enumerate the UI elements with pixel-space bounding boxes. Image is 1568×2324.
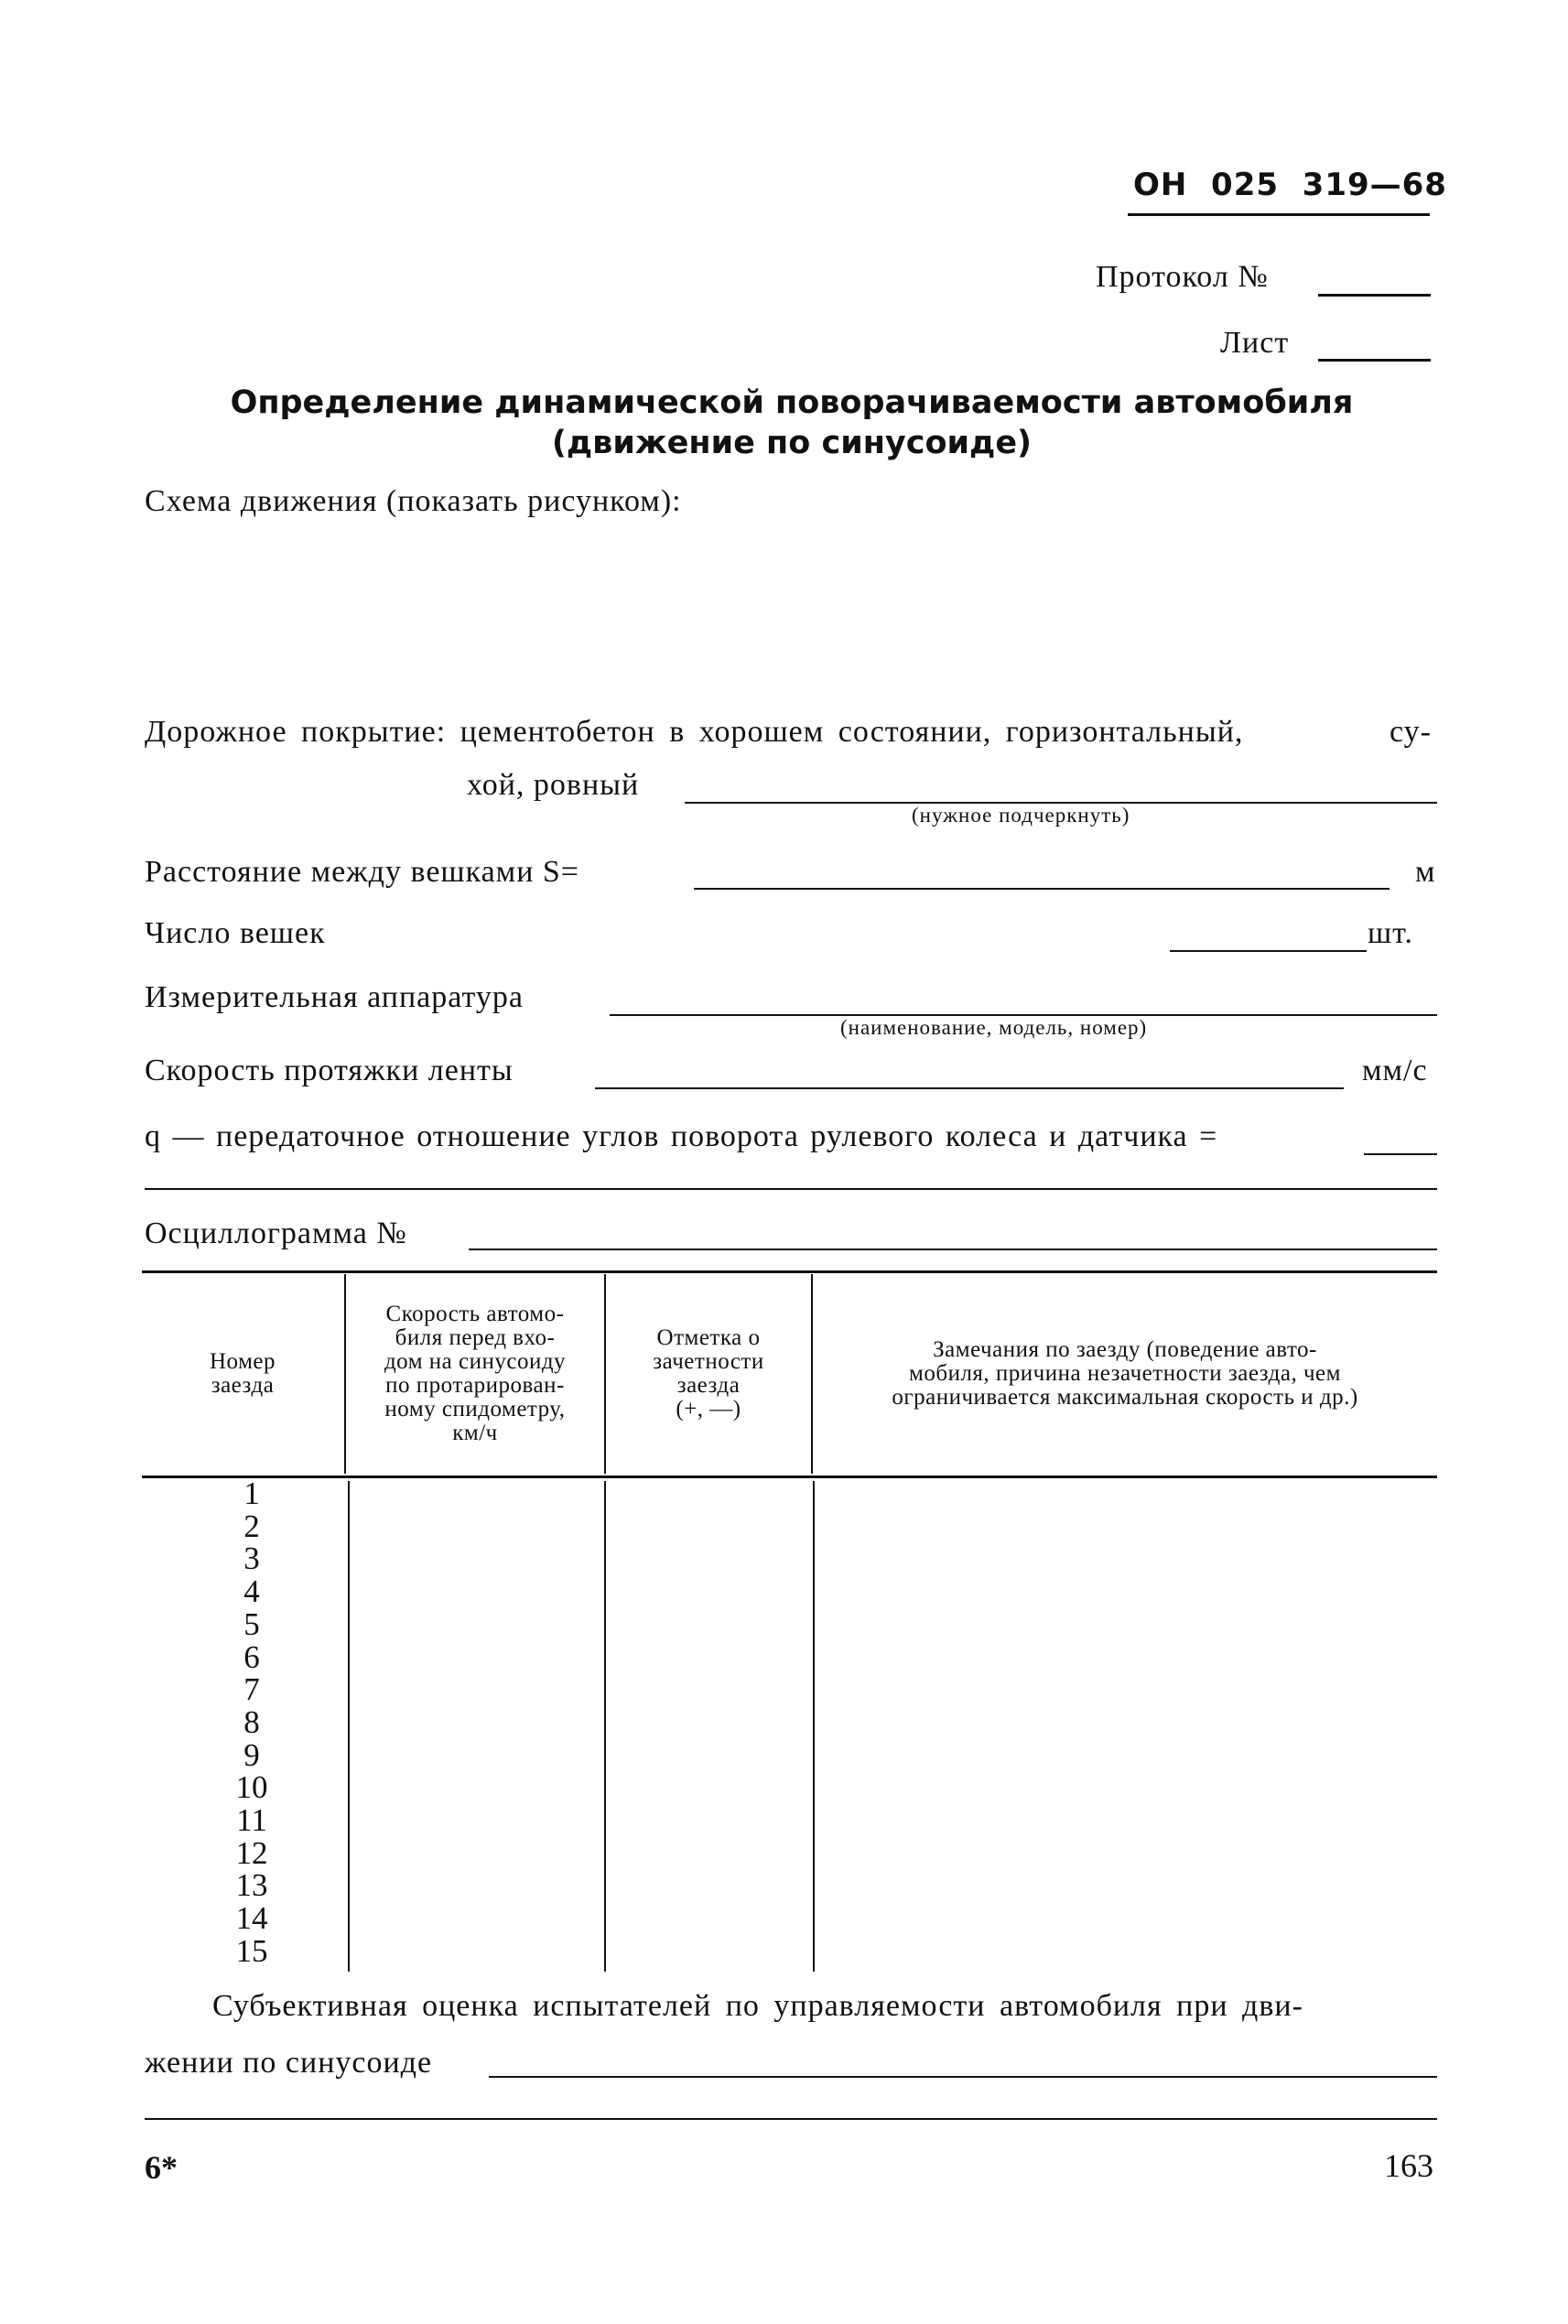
table-header-run-number-text: Номер заезда <box>210 1349 276 1398</box>
table-row: 12 <box>235 1834 268 1871</box>
table-header-run-number <box>142 1274 343 1474</box>
section-divider <box>145 1188 1437 1190</box>
page-signature-mark: 6* <box>145 2149 178 2186</box>
table-header-validity <box>606 1274 811 1474</box>
poles-unit: шт. <box>1368 916 1413 950</box>
table-run-numbers <box>211 1477 293 1968</box>
table-header-bottom-border <box>142 1475 1437 1478</box>
protocol-label: Протокол № <box>1096 260 1269 294</box>
table-row: 2 <box>243 1508 260 1544</box>
sheet-label: Лист <box>1220 326 1290 360</box>
footer-divider <box>145 2118 1437 2120</box>
subjective-evaluation-field[interactable] <box>489 2076 1437 2078</box>
table-header-speed-text: Скорость автомо- биля перед вхо- дом на синусоиду по протарирован- ному спидометру, км/ч <box>384 1302 567 1445</box>
table-row: 14 <box>235 1900 268 1937</box>
table-row: 3 <box>243 1540 260 1577</box>
table-row: 10 <box>235 1769 268 1806</box>
page-number: 163 <box>1384 2147 1433 2184</box>
table-body-divider-2 <box>604 1481 606 1972</box>
table-header-speed <box>346 1274 604 1474</box>
table-body-divider-1 <box>348 1481 350 1972</box>
protocol-number-field[interactable] <box>1318 294 1431 297</box>
poles-label: Число вешек <box>145 916 326 950</box>
road-surface-label: Дорожное покрытие: цементобетон в хорошем состоянии, горизонтальный, <box>145 715 1244 749</box>
scheme-label: Схема движения (показать рисунком): <box>145 484 682 518</box>
table-body-divider-3 <box>813 1481 815 1972</box>
road-surface-continuation: хой, ровный <box>467 768 640 802</box>
table-row: 11 <box>236 1802 267 1839</box>
poles-count-field[interactable] <box>1170 950 1367 952</box>
table-row: 6 <box>243 1638 260 1675</box>
tape-speed-field[interactable] <box>595 1087 1344 1089</box>
table-top-border <box>142 1270 1437 1273</box>
road-surface-hyphen: су- <box>1390 715 1432 749</box>
tape-speed-label: Скорость протяжки ленты <box>145 1054 514 1087</box>
distance-label: Расстояние между вешками S= <box>145 855 579 889</box>
ratio-field[interactable] <box>1364 1153 1437 1155</box>
equipment-label: Измерительная аппаратура <box>145 980 524 1014</box>
page-title-line2: (движение по синусоиде) <box>551 425 1033 461</box>
distance-unit: м <box>1415 855 1436 889</box>
oscillogram-field[interactable] <box>469 1248 1437 1250</box>
road-surface-hint: (нужное подчеркнуть) <box>912 804 1130 827</box>
page-title-line1: Определение динамической поворачиваемости автомобиля <box>230 384 1354 421</box>
subjective-evaluation-continuation: жении по синусоиде <box>145 2046 433 2080</box>
table-row: 1 <box>243 1475 260 1511</box>
table-row: 13 <box>235 1867 268 1904</box>
table-header-validity-text: Отметка о зачетности заезда (+, —) <box>653 1325 764 1421</box>
equipment-hint: (наименование, модель, номер) <box>840 1016 1148 1039</box>
distance-field[interactable] <box>694 888 1390 890</box>
table-row: 5 <box>243 1605 260 1642</box>
tape-speed-unit: мм/с <box>1362 1054 1428 1087</box>
table-row: 15 <box>235 1932 268 1969</box>
page-title <box>137 383 1446 463</box>
table-row: 9 <box>243 1736 260 1773</box>
subjective-evaluation-label: Субъективная оценка испытателей по управляемости автомобиля при дви- <box>212 1989 1303 2023</box>
table-row: 7 <box>243 1671 260 1708</box>
table-row: 8 <box>243 1703 260 1740</box>
table-header-remarks-text: Замечания по заезду (поведение авто- мобиля, причина незачетности заезда, чем ограничивается максимальная скорость и др.) <box>892 1337 1358 1410</box>
sheet-number-field[interactable] <box>1318 359 1431 362</box>
oscillogram-label: Осциллограмма № <box>145 1216 407 1250</box>
table-header-remarks <box>813 1274 1437 1474</box>
scheme-drawing-area[interactable] <box>145 531 1435 696</box>
ratio-label: q — передаточное отношение углов поворота рулевого колеса и датчика = <box>145 1119 1218 1153</box>
table-row: 4 <box>243 1573 260 1610</box>
document-code-underline <box>1128 213 1430 216</box>
document-code: ОН 025 319—68 <box>1133 167 1447 203</box>
